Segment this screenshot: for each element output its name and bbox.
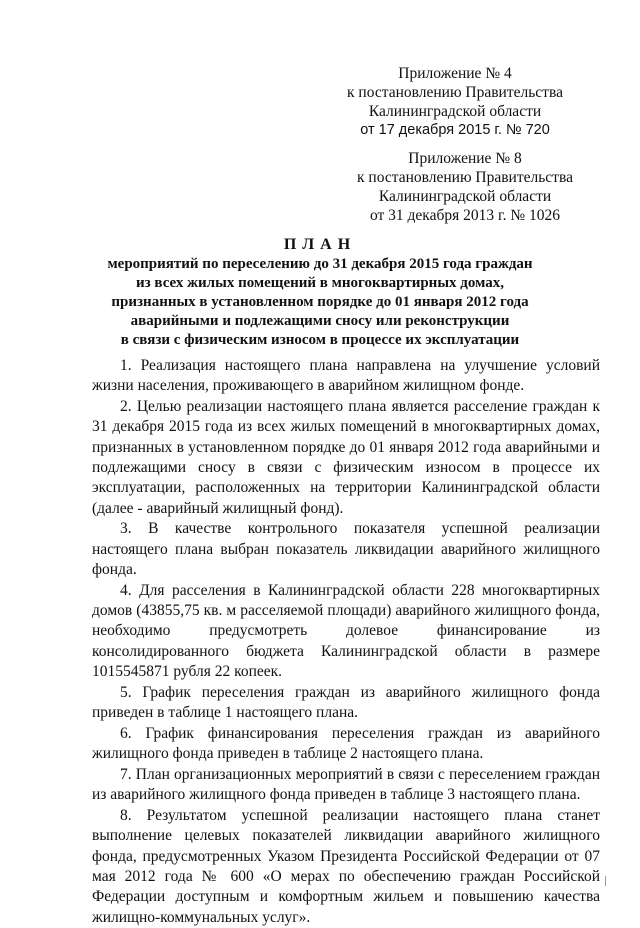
attachment-current-date: от 17 декабря 2015 г. № 720 <box>360 122 550 138</box>
attachment-previous-resolution: к постановлению Правительства <box>357 169 573 186</box>
attachment-current-header <box>330 64 580 140</box>
paragraph-8: 8. Результатом успешной реализации настоящего плана станет выполнение целевых показателей ликвидации аварийного жилищного фонда, предусмотренных Указом Президента Российской Федерации от 07 мая 2012 года № 600 «О мерах по обеспечению граждан Российской Федерации доступным и комфортным жильем и повышению качества жилищно-коммунальных услуг». <box>92 807 600 926</box>
attachment-current-region: Калининградской области <box>368 103 542 120</box>
paragraph-4: 4. Для расселения в Калининградской области 228 многоквартирных домов (43855,75 кв. м расселяемой площади) аварийного жилищного фонда, необходимо предусмотреть долевое финансирование из консолидированного бюджета Калининградской области в размере 1015545871 рубля 22 копеек. <box>92 581 600 680</box>
attachment-previous-number: Приложение № 8 <box>408 150 522 167</box>
document-subtitle <box>90 255 550 350</box>
document-title: ПЛАН <box>283 236 357 253</box>
attachment-previous-header <box>340 149 590 225</box>
attachment-previous-region: Калининградской области <box>378 188 552 205</box>
subtitle-line: признанных в установленном порядке до 01 января 2012 года <box>111 294 529 310</box>
subtitle-line: из всех жилых помещений в многоквартирных домах, <box>136 275 504 291</box>
subtitle-line: аварийными и подлежащими сносу или реконструкции <box>130 313 510 329</box>
paragraph-5: 5. График переселения граждан из аварийного жилищного фонда приведен в таблице 1 настоящего плана. <box>92 683 600 722</box>
paragraph-3: 3. В качестве контрольного показателя успешной реализации настоящего плана выбран показатель ликвидации аварийного жилищного фонда. <box>92 520 600 578</box>
document-body <box>92 356 600 928</box>
paragraph-2: 2. Целью реализации настоящего плана является расселение граждан к 31 декабря 2015 года из всех жилых помещений в многоквартирных домах, признанных в установленном порядке до 01 января 2012 года аварийными и подлежащими сносу в связи с физическим износом в процессе их эксплуатации, расположенных на территории Калининградской области (далее - аварийный жилищный фонд). <box>92 398 600 517</box>
attachment-current-resolution: к постановлению Правительства <box>347 84 563 101</box>
paragraph-6: 6. График финансирования переселения граждан из аварийного жилищного фонда приведен в таблице 2 настоящего плана. <box>92 724 600 763</box>
paragraph-7: 7. План организационных мероприятий в связи с переселением граждан из аварийного жилищного фонда приведен в таблице 3 настоящего плана. <box>92 765 600 804</box>
paragraph-1: 1. Реализация настоящего плана направлена на улучшение условий жизни населения, проживающего в аварийном жилищном фонде. <box>92 357 600 395</box>
subtitle-line: в связи с физическим износом в процессе их эксплуатации <box>120 332 520 348</box>
attachment-current-number: Приложение № 4 <box>398 65 512 82</box>
scan-artifact-mark <box>605 876 610 886</box>
attachment-previous-date: от 31 декабря 2013 г. № 1026 <box>369 207 561 224</box>
subtitle-line: мероприятий по переселению до 31 декабря 2015 года граждан <box>107 256 533 272</box>
